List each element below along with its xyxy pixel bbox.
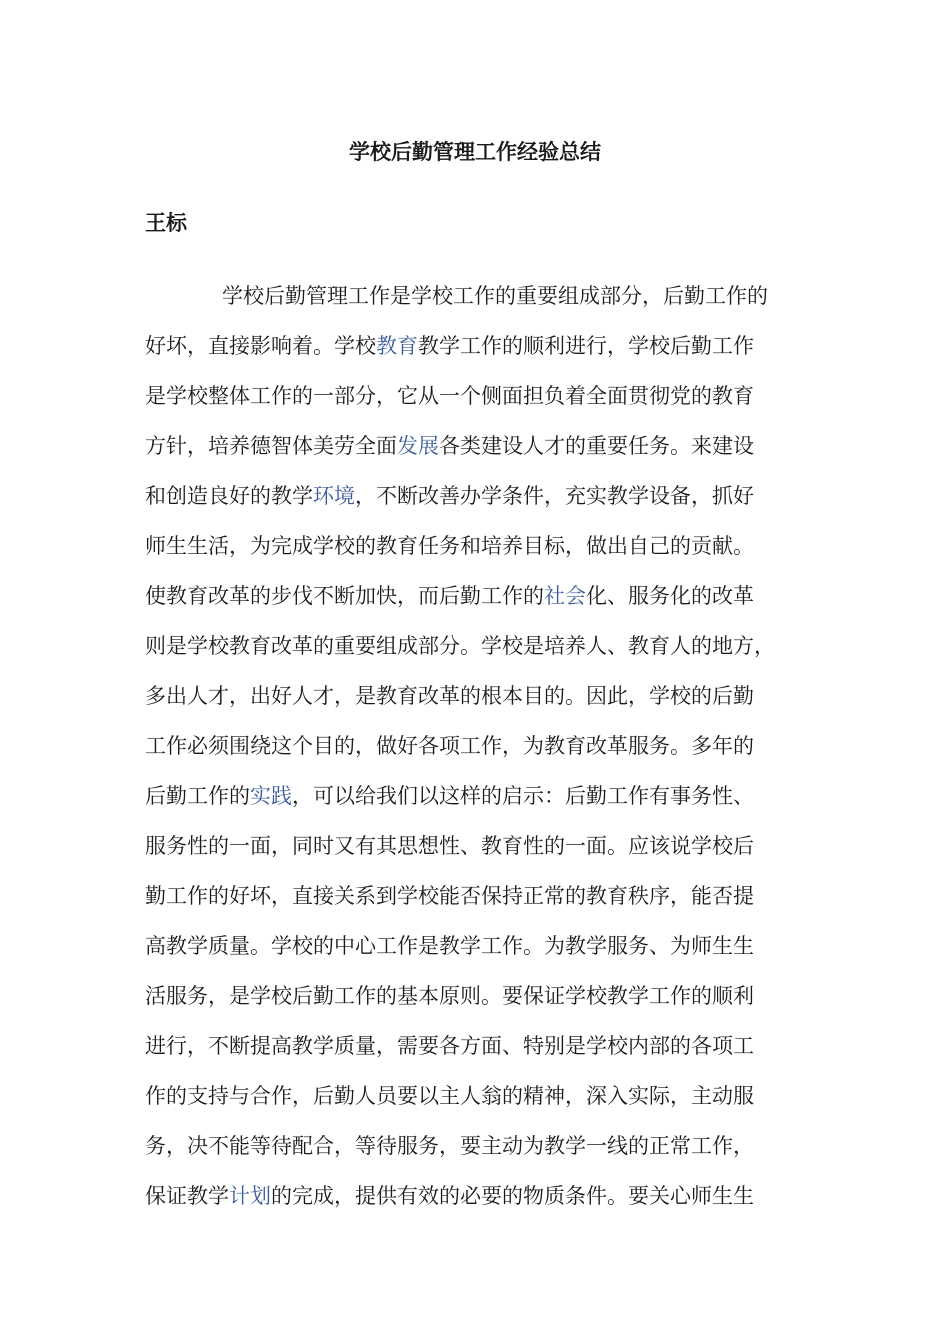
body-text-segment: 的完成，提供有效的必要的物质条件。要关心师生生 bbox=[271, 1184, 754, 1208]
document-body bbox=[145, 271, 805, 1221]
body-text-segment: 使教育改革的步伐不断加快，而后勤工作的 bbox=[145, 584, 544, 608]
body-text-segment: ，可以给我们以这样的启示：后勤工作有事务性、 bbox=[292, 784, 754, 808]
body-text-segment: 教学工作的顺利进行，学校后勤工作 bbox=[418, 334, 754, 358]
document-title: 学校后勤管理工作经验总结 bbox=[349, 139, 601, 164]
body-text-segment: 方针，培养德智体美劳全面 bbox=[145, 434, 397, 458]
body-line bbox=[145, 1121, 805, 1171]
body-text-segment: 多出人才，出好人才，是教育改革的根本目的。因此，学校的后勤 bbox=[145, 684, 754, 708]
body-text-segment: 后勤工作的 bbox=[145, 784, 250, 808]
document-author: 王标 bbox=[145, 210, 187, 235]
inline-link[interactable]: 计划 bbox=[229, 1184, 271, 1208]
body-text-segment: 师生生活，为完成学校的教育任务和培养目标，做出自己的贡献。 bbox=[145, 534, 754, 558]
body-text-segment: 和创造良好的教学 bbox=[145, 484, 313, 508]
body-text-segment: 勤工作的好坏，直接关系到学校能否保持正常的教育秩序，能否提 bbox=[145, 884, 754, 908]
body-line bbox=[145, 1021, 805, 1071]
body-text-segment: 各类建设人才的重要任务。来建设 bbox=[439, 434, 754, 458]
body-text-segment: 服务性的一面，同时又有其思想性、教育性的一面。应该说学校后 bbox=[145, 834, 754, 858]
body-text-segment: 活服务，是学校后勤工作的基本原则。要保证学校教学工作的顺利 bbox=[145, 984, 754, 1008]
body-line bbox=[145, 271, 805, 321]
body-line bbox=[145, 471, 805, 521]
inline-link[interactable]: 社会 bbox=[544, 584, 586, 608]
inline-link[interactable]: 发展 bbox=[397, 434, 439, 458]
body-text-segment: 是学校整体工作的一部分，它从一个侧面担负着全面贯彻党的教育 bbox=[145, 384, 754, 408]
body-text-segment: 作的支持与合作，后勤人员要以主人翁的精神，深入实际，主动服 bbox=[145, 1084, 754, 1108]
body-text-segment: ，不断改善办学条件，充实教学设备，抓好 bbox=[355, 484, 754, 508]
body-line bbox=[145, 721, 805, 771]
body-text-segment: 进行，不断提高教学质量，需要各方面、特别是学校内部的各项工 bbox=[145, 1034, 754, 1058]
body-line bbox=[145, 921, 805, 971]
body-line bbox=[145, 621, 805, 671]
body-line bbox=[145, 371, 805, 421]
body-line bbox=[145, 771, 805, 821]
body-line bbox=[145, 821, 805, 871]
body-text-segment: 学校后勤管理工作是学校工作的重要组成部分，后勤工作的 bbox=[222, 284, 768, 308]
body-text-segment: 保证教学 bbox=[145, 1184, 229, 1208]
body-text-segment: 好坏，直接影响着。学校 bbox=[145, 334, 376, 358]
body-text-segment: 工作必须围绕这个目的，做好各项工作，为教育改革服务。多年的 bbox=[145, 734, 754, 758]
body-text-segment: 务，决不能等待配合，等待服务，要主动为教学一线的正常工作， bbox=[145, 1134, 754, 1158]
body-text-segment: 则是学校教育改革的重要组成部分。学校是培养人、教育人的地方， bbox=[145, 634, 775, 658]
body-line bbox=[145, 571, 805, 621]
body-text-segment: 高教学质量。学校的中心工作是教学工作。为教学服务、为师生生 bbox=[145, 934, 754, 958]
inline-link[interactable]: 实践 bbox=[250, 784, 292, 808]
body-line bbox=[145, 521, 805, 571]
body-line bbox=[145, 971, 805, 1021]
body-line bbox=[145, 1071, 805, 1121]
body-text-segment: 化、服务化的改革 bbox=[586, 584, 754, 608]
inline-link[interactable]: 教育 bbox=[376, 334, 418, 358]
inline-link[interactable]: 环境 bbox=[313, 484, 355, 508]
body-line bbox=[145, 421, 805, 471]
body-line bbox=[145, 671, 805, 721]
body-line bbox=[145, 1171, 805, 1221]
body-line bbox=[145, 871, 805, 921]
body-line bbox=[145, 321, 805, 371]
